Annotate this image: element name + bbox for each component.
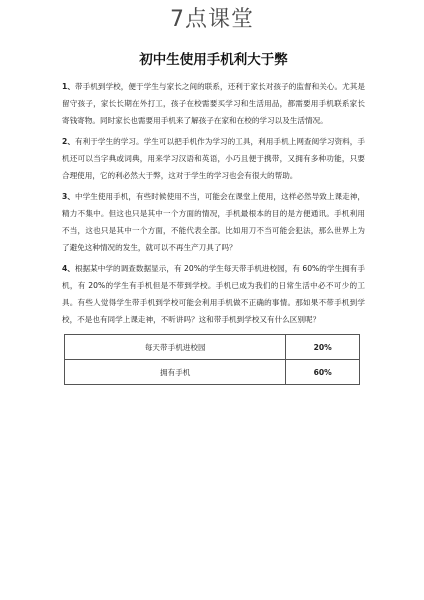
paragraph-number: 4、 <box>62 264 75 273</box>
paragraph-text: 带手机到学校，便于学生与家长之间的联系，还利于家长对孩子的监督和关心。尤其是留守孩子，家长长期在外打工，孩子在校需要买学习和生活用品，都需要用手机联系家长寄钱寄物。同时家长也需要用手机来了解孩子在家和在校的学习以及生活情况。 <box>62 82 365 125</box>
table-cell-label: 每天带手机进校园 <box>65 335 286 360</box>
table-row <box>65 335 360 360</box>
paragraph-number: 1、 <box>62 82 75 91</box>
paragraph-text: 根据某中学的调查数据显示，有 20%的学生每天带手机进校园，有 60%的学生拥有手机，有 20%的学生有手机但是不带到学校。手机已成为我们的日常生活中必不可少的工具。有些人觉得学生带手机到学校可能会利用手机做不正确的事情。那如果不带手机到学校，不是也有同学上课走神，不听讲吗？这和带手机到学校又有什么区别呢？ <box>62 264 365 324</box>
paragraph-3 <box>62 188 365 256</box>
paragraph-text: 有利于学生的学习。学生可以把手机作为学习的工具，利用手机上网查阅学习资料，手机还可以当字典或词典，用来学习汉语和英语，小巧且便于携带，又拥有多种功能，只要合理使用，它的利必然大于弊，这对于学生的学习也会有很大的帮助。 <box>62 137 365 180</box>
table-cell-value: 60% <box>286 360 360 385</box>
paragraph-text: 中学生使用手机，有些时候使用不当，可能会在课堂上使用，这样必然导致上课走神，精力不集中。但这也只是其中一个方面的情况，手机最根本的目的是方便通讯。手机利用不当，这也只是其中一个方面，不能代表全部。比如用刀不当可能会犯法，那么世界上为了避免这种情况的发生，就可以不再生产刀具了吗？ <box>62 192 365 252</box>
paragraph-2 <box>62 133 365 184</box>
page-title: 7点课堂 <box>170 7 254 32</box>
table-row <box>65 360 360 385</box>
paragraph-number: 2、 <box>62 137 75 146</box>
paragraph-number: 3、 <box>62 192 75 201</box>
document-image <box>62 46 365 586</box>
document-heading: 初中生使用手机利大于弊 <box>139 52 288 68</box>
paragraph-4 <box>62 260 365 328</box>
stats-table <box>64 334 360 385</box>
table-cell-label: 拥有手机 <box>65 360 286 385</box>
paragraph-1 <box>62 78 365 129</box>
table-cell-value: 20% <box>286 335 360 360</box>
